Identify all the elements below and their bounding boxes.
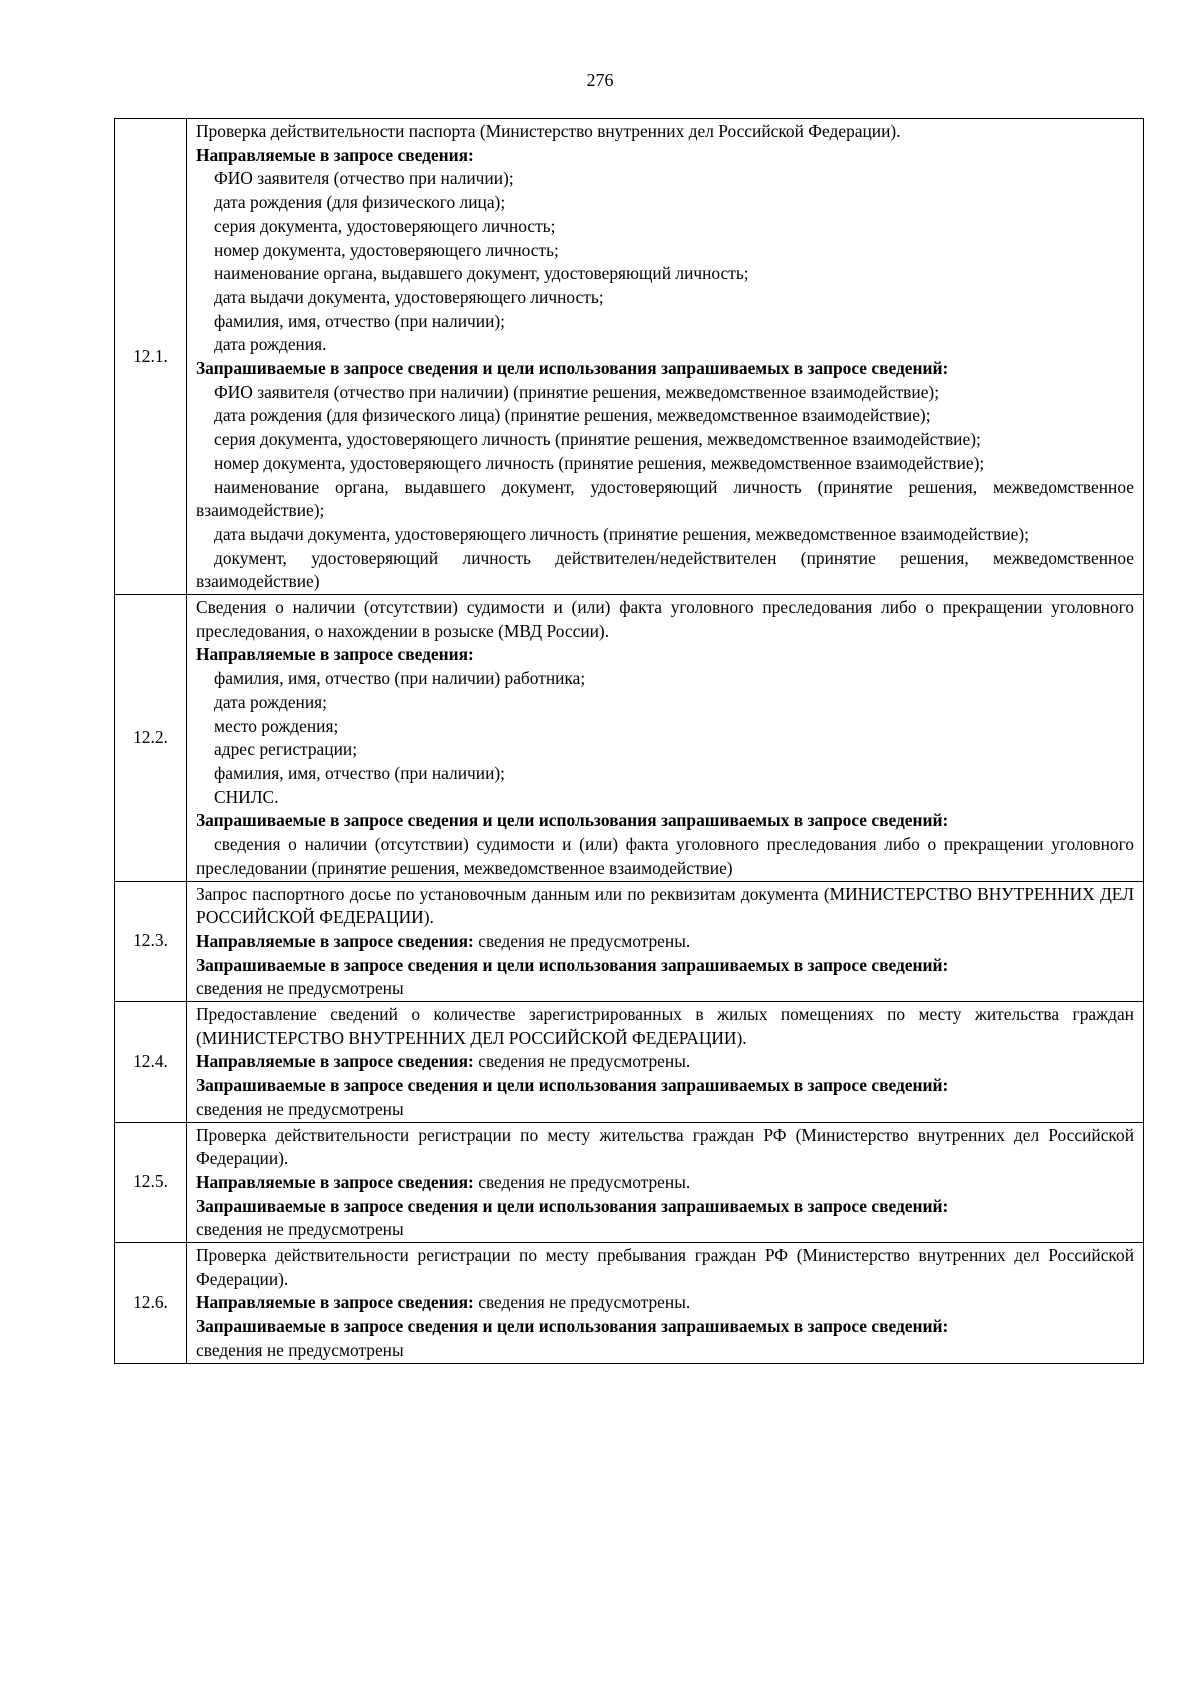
sent-item: наименование органа, выдавшего документ, удостоверяющий личность; bbox=[214, 263, 749, 284]
requested-value: сведения не предусмотрены bbox=[196, 1098, 404, 1119]
requested-item: документ, удостоверяющий личность действителен/недействителен (принятие решения, межведомственное взаимодействие) bbox=[196, 547, 1134, 592]
sent-item: адрес регистрации; bbox=[214, 739, 358, 760]
sent-value: сведения не предусмотрены. bbox=[478, 1171, 691, 1192]
row-content bbox=[187, 595, 1144, 881]
row-content bbox=[187, 1243, 1144, 1364]
sent-value: сведения не предусмотрены. bbox=[478, 1051, 691, 1072]
sent-item: СНИЛС. bbox=[214, 786, 279, 807]
sent-heading: Направляемые в запросе сведения: bbox=[196, 1051, 474, 1072]
sent-item: дата выдачи документа, удостоверяющего личность; bbox=[214, 286, 604, 307]
sent-heading: Направляемые в запросе сведения: bbox=[196, 1292, 474, 1313]
sent-value: сведения не предусмотрены. bbox=[478, 1292, 691, 1313]
requested-heading: Запрашиваемые в запросе сведения и цели использования запрашиваемых в запросе сведений: bbox=[196, 810, 949, 831]
sent-item: серия документа, удостоверяющего личность; bbox=[214, 215, 556, 236]
sent-item: дата рождения; bbox=[214, 691, 327, 712]
row-number: 12.4. bbox=[115, 1002, 187, 1123]
sent-item: место рождения; bbox=[214, 715, 339, 736]
sent-heading: Направляемые в запросе сведения: bbox=[196, 644, 474, 665]
requested-item: серия документа, удостоверяющего личность (принятие решения, межведомственное взаимодействие); bbox=[214, 429, 981, 450]
row-title: Проверка действительности регистрации по месту жительства граждан РФ (Министерство внутренних дел Российской Федерации). bbox=[196, 1124, 1134, 1169]
requested-heading: Запрашиваемые в запросе сведения и цели использования запрашиваемых в запросе сведений: bbox=[196, 1075, 949, 1096]
requested-heading: Запрашиваемые в запросе сведения и цели использования запрашиваемых в запросе сведений: bbox=[196, 954, 949, 975]
sent-item: фамилия, имя, отчество (при наличии) работника; bbox=[214, 668, 586, 689]
row-content bbox=[187, 119, 1144, 595]
requested-item: ФИО заявителя (отчество при наличии) (принятие решения, межведомственное взаимодействие); bbox=[214, 381, 940, 402]
requested-heading: Запрашиваемые в запросе сведения и цели использования запрашиваемых в запросе сведений: bbox=[196, 358, 949, 379]
row-title: Проверка действительности регистрации по месту пребывания граждан РФ (Министерство внутренних дел Российской Федерации). bbox=[196, 1245, 1134, 1289]
sent-item: ФИО заявителя (отчество при наличии); bbox=[214, 168, 514, 189]
row-title: Предоставление сведений о количестве зарегистрированных в жилых помещениях по месту жительства граждан (МИНИСТЕРСТВО ВНУТРЕННИХ ДЕЛ РОССИЙСКОЙ ФЕДЕРАЦИИ). bbox=[196, 1004, 1134, 1048]
row-content bbox=[187, 1002, 1144, 1123]
requested-item: дата выдачи документа, удостоверяющего личность (принятие решения, межведомственное взаимодействие); bbox=[214, 523, 1029, 544]
row-title: Сведения о наличии (отсутствии) судимости и (или) факта уголовного преследования либо о прекращении уголовного преследования, о нахождении в розыске (МВД России). bbox=[196, 597, 1134, 641]
table-row bbox=[115, 119, 1144, 595]
requested-item: наименование органа, выдавшего документ, удостоверяющий личность (принятие решения, межведомственное взаимодействие); bbox=[196, 476, 1134, 521]
row-content bbox=[187, 881, 1144, 1002]
row-content bbox=[187, 1122, 1144, 1243]
requested-value: сведения не предусмотрены bbox=[196, 1339, 404, 1360]
sent-heading: Направляемые в запросе сведения: bbox=[196, 930, 474, 951]
row-number: 12.1. bbox=[115, 119, 187, 595]
sent-heading: Направляемые в запросе сведения: bbox=[196, 144, 474, 165]
requested-item: номер документа, удостоверяющего личность (принятие решения, межведомственное взаимодействие); bbox=[214, 452, 985, 473]
page-number: 276 bbox=[586, 70, 614, 90]
table-row bbox=[115, 1002, 1144, 1123]
requested-item: дата рождения (для физического лица) (принятие решения, межведомственное взаимодействие); bbox=[214, 405, 931, 426]
requested-value: сведения не предусмотрены bbox=[196, 1219, 404, 1240]
table-row bbox=[115, 595, 1144, 881]
sent-item: дата рождения (для физического лица); bbox=[214, 192, 506, 213]
requested-item: сведения о наличии (отсутствии) судимости и (или) факта уголовного преследования либо о прекращении уголовного преследовании (принятие решения, межведомственное взаимодействие) bbox=[196, 834, 1134, 878]
row-number: 12.2. bbox=[115, 595, 187, 881]
sent-item: фамилия, имя, отчество (при наличии); bbox=[214, 310, 505, 331]
sent-value: сведения не предусмотрены. bbox=[478, 930, 691, 951]
sent-item: фамилия, имя, отчество (при наличии); bbox=[214, 762, 505, 783]
requested-value: сведения не предусмотрены bbox=[196, 978, 404, 999]
row-title: Запрос паспортного досье по установочным данным или по реквизитам документа (МИНИСТЕРСТВО ВНУТРЕННИХ ДЕЛ РОССИЙСКОЙ ФЕДЕРАЦИИ). bbox=[196, 883, 1134, 928]
requested-heading: Запрашиваемые в запросе сведения и цели использования запрашиваемых в запросе сведений: bbox=[196, 1316, 949, 1337]
row-title: Проверка действительности паспорта (Министерство внутренних дел Российской Федерации). bbox=[196, 121, 901, 141]
sent-item: номер документа, удостоверяющего личность; bbox=[214, 239, 559, 260]
row-number: 12.3. bbox=[115, 881, 187, 1002]
table-row bbox=[115, 881, 1144, 1002]
sent-item: дата рождения. bbox=[214, 334, 327, 355]
table-row bbox=[115, 1243, 1144, 1364]
requested-heading: Запрашиваемые в запросе сведения и цели использования запрашиваемых в запросе сведений: bbox=[196, 1195, 949, 1216]
row-number: 12.6. bbox=[115, 1243, 187, 1364]
row-number: 12.5. bbox=[115, 1122, 187, 1243]
requests-table bbox=[114, 118, 1144, 1364]
sent-heading: Направляемые в запросе сведения: bbox=[196, 1171, 474, 1192]
table-row bbox=[115, 1122, 1144, 1243]
